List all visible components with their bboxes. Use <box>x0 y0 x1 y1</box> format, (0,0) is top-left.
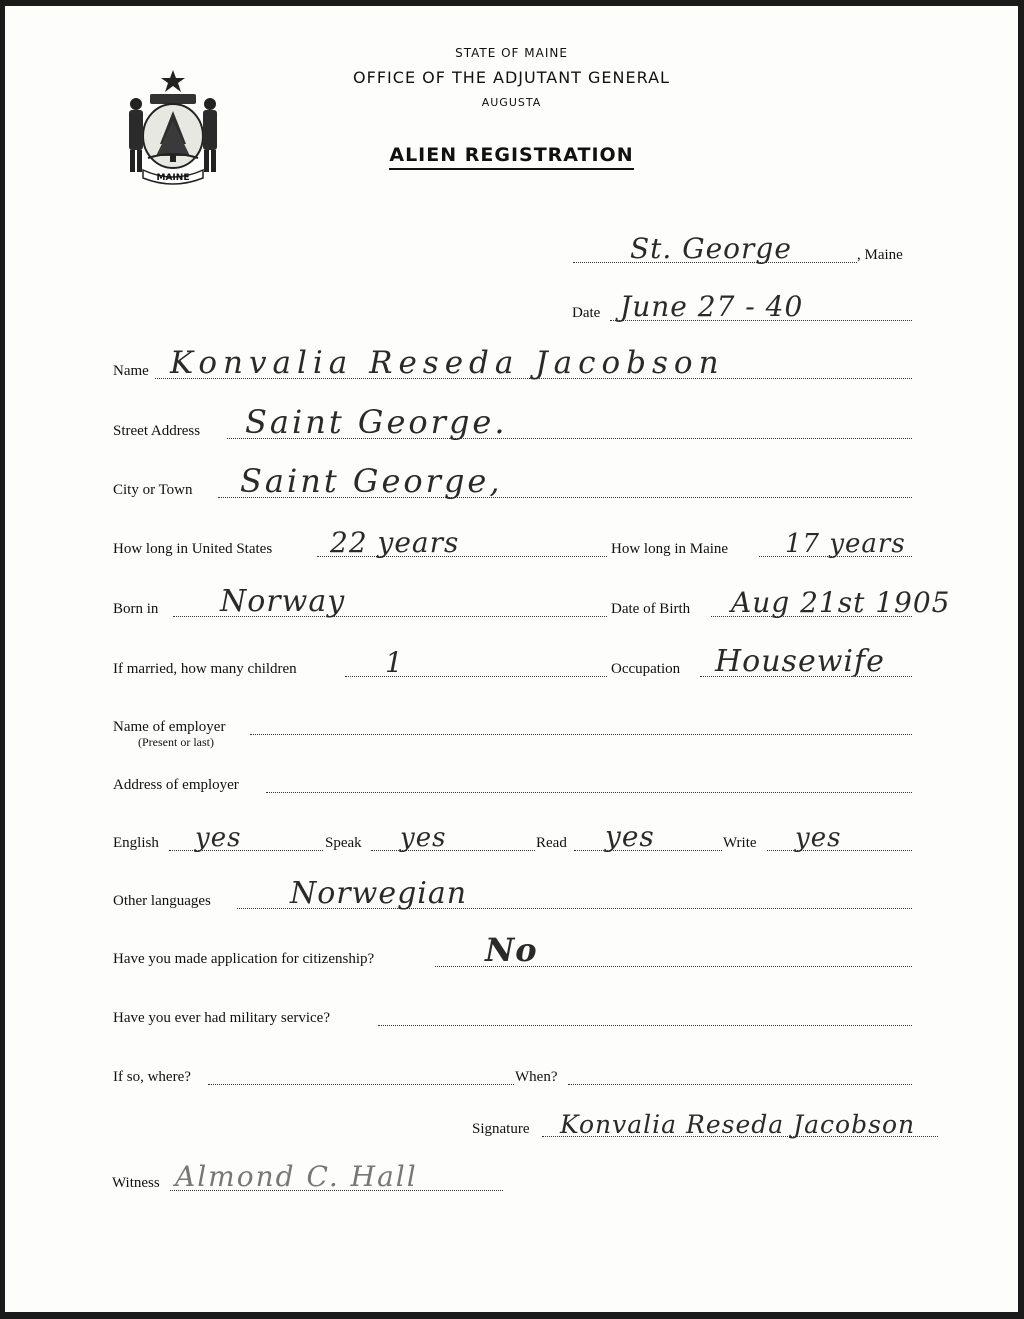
name-label: Name <box>113 363 149 379</box>
citizenship-value[interactable]: No <box>485 931 538 969</box>
how-long-us-label: How long in United States <box>113 541 273 557</box>
street-value[interactable]: Saint George. <box>245 403 508 441</box>
name-row <box>5 345 1018 382</box>
how-long-maine-value[interactable]: 17 years <box>785 529 906 559</box>
signature-value[interactable]: Konvalia Reseda Jacobson <box>560 1110 916 1139</box>
seal-text: MAINE <box>156 173 190 183</box>
city-heading: AUGUSTA <box>481 96 542 109</box>
other-languages-label: Other languages <box>113 893 211 909</box>
maine-suffix: , Maine <box>857 247 903 263</box>
military-row <box>5 1005 1018 1029</box>
how-long-us-value[interactable]: 22 years <box>330 526 460 559</box>
signature-label: Signature <box>472 1121 530 1137</box>
street-row <box>5 403 1018 442</box>
town-row <box>5 232 1018 266</box>
city-value[interactable]: Saint George, <box>240 462 503 500</box>
where-label: If so, where? <box>113 1069 191 1085</box>
city-row <box>5 462 1018 501</box>
state-heading: STATE OF MAINE <box>455 46 568 60</box>
where-when-row <box>5 1064 1018 1088</box>
city-label: City or Town <box>113 482 193 498</box>
speak-value[interactable]: yes <box>400 823 447 853</box>
born-in-value[interactable]: Norway <box>220 584 346 619</box>
form-title: ALIEN REGISTRATION <box>5 144 1018 166</box>
witness-value[interactable]: Almond C. Hall <box>175 1160 418 1193</box>
witness-label: Witness <box>112 1175 160 1191</box>
military-label: Have you ever had military service? <box>113 1010 330 1026</box>
write-label: Write <box>723 835 757 851</box>
other-languages-value[interactable]: Norwegian <box>290 876 468 911</box>
children-label: If married, how many children <box>113 661 297 677</box>
witness-row <box>5 1160 1018 1194</box>
citizenship-label: Have you made application for citizenship? <box>113 951 375 967</box>
state-seal-icon <box>118 66 228 186</box>
speak-label: Speak <box>325 835 362 851</box>
english-row <box>5 820 1018 854</box>
english-value[interactable]: yes <box>195 823 242 853</box>
occupation-value[interactable]: Housewife <box>715 644 885 679</box>
how-long-maine-label: How long in Maine <box>611 541 729 557</box>
other-languages-row <box>5 876 1018 912</box>
family-row <box>5 644 1018 680</box>
children-value[interactable]: 1 <box>385 646 404 679</box>
occupation-label: Occupation <box>611 661 681 677</box>
signature-row <box>5 1110 1018 1140</box>
town-value[interactable]: St. George <box>630 232 792 265</box>
write-value[interactable]: yes <box>795 823 842 853</box>
name-value[interactable]: Konvalia Reseda Jacobson <box>170 345 725 381</box>
dob-label: Date of Birth <box>611 601 691 617</box>
born-in-label: Born in <box>113 601 159 617</box>
employer-address-row <box>5 772 1018 796</box>
employer-label: Name of employer <box>113 719 226 735</box>
residence-row <box>5 526 1018 560</box>
office-heading: OFFICE OF THE ADJUTANT GENERAL <box>353 68 670 87</box>
date-label: Date <box>572 305 601 321</box>
read-label: Read <box>536 835 567 851</box>
employer-address-label: Address of employer <box>113 777 239 793</box>
employer-sublabel: (Present or last) <box>138 735 214 749</box>
birth-row <box>5 584 1018 620</box>
date-value[interactable]: June 27 - 40 <box>620 290 804 323</box>
citizenship-row <box>5 931 1018 970</box>
read-value[interactable]: yes <box>605 820 655 853</box>
english-label: English <box>113 835 159 851</box>
when-label: When? <box>515 1069 558 1085</box>
dob-value[interactable]: Aug 21st 1905 <box>731 586 951 619</box>
date-row <box>5 290 1018 324</box>
street-label: Street Address <box>113 423 201 439</box>
form-sheet <box>5 6 1018 1312</box>
